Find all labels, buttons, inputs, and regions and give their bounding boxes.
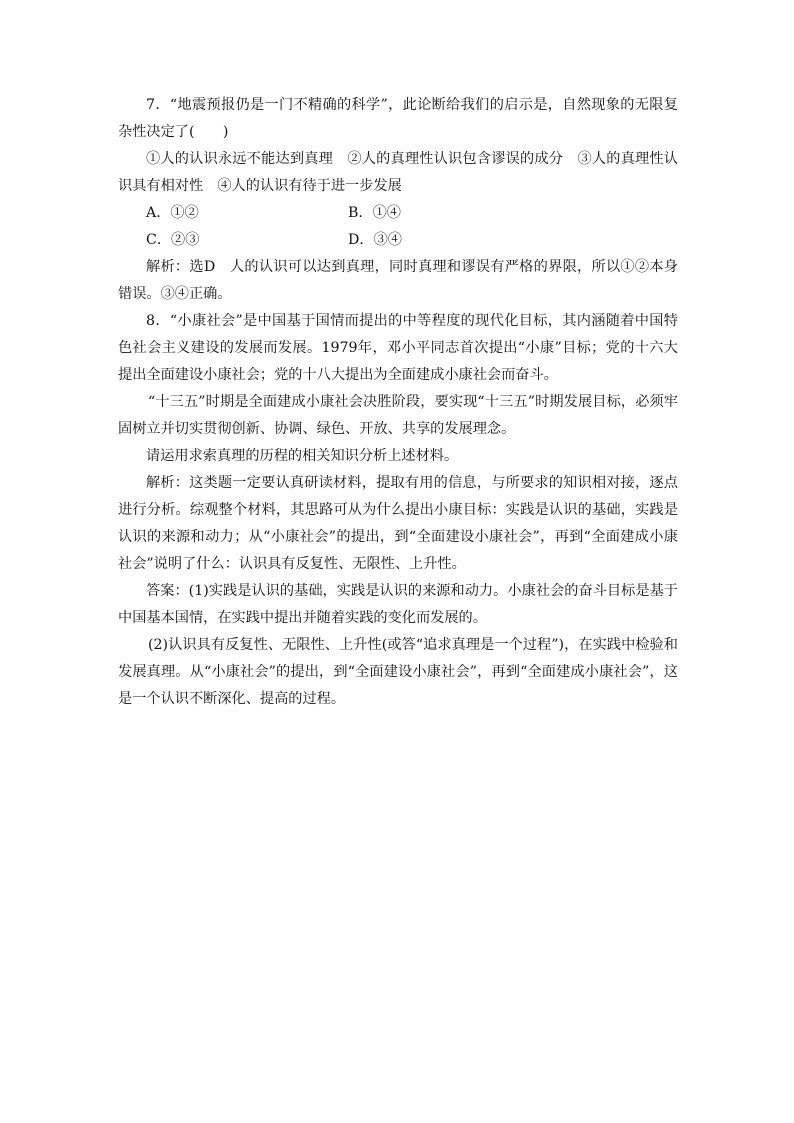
answer-label: 答案：: [146, 583, 189, 599]
analysis-label: 解析：: [146, 475, 190, 491]
question-7-stem: 7．“地震预报仍是一门不精确的科学”，此论断给我们的启示是，自然现象的无限复杂性决定了( ): [118, 97, 678, 140]
question-8-answer-2: (2)认识具有反复性、无限性、上升性(或答“追求真理是一个过程”)，在实践中检验和发展真理。从“小康社会”的提出，到“全面建设小康社会”，再到“全面建成小康社会”，这是一个认识不断深化、提高的过程。: [118, 637, 678, 707]
document-page: [118, 92, 678, 713]
question-8-material-1: 8．“小康社会”是中国基于国情而提出的中等程度的现代化目标，其内涵随着中国特色社会主义建设的发展而发展。1979年，邓小平同志首次提出“小康”目标；党的十六大提出全面建设小康社会；党的十八大提出为全面建成小康社会而奋斗。: [118, 313, 678, 383]
analysis-text: 选D 人的认识可以达到真理，同时真理和谬误有严格的界限，所以①②本身错误。③④正确。: [118, 259, 678, 302]
question-7-statements: ①人的认识永远不能达到真理 ②人的真理性认识包含谬误的成分 ③人的真理性认识具有相对性 ④人的认识有待于进一步发展: [118, 151, 678, 194]
question-8-analysis: [118, 470, 678, 578]
question-8-answer-1: [118, 578, 678, 632]
question-8-material-2: “十三五”时期是全面建成小康社会决胜阶段，要实现“十三五”时期发展目标，必须牢固树立并切实贯彻创新、协调、绿色、开放、共享的发展理念。: [118, 394, 678, 437]
question-8-question: 请运用求索真理的历程的相关知识分析上述材料。: [146, 448, 459, 464]
analysis-label: 解析：: [146, 259, 190, 275]
option-c: C．②③: [146, 232, 200, 248]
question-7-analysis: [118, 254, 678, 308]
question-7-options-row-2: [118, 227, 678, 254]
answer-text-1: (1)实践是认识的基础，实践是认识的来源和动力。小康社会的奋斗目标是基于中国基本国情，在实践中提出并随着实践的变化而发展的。: [118, 583, 678, 626]
option-d: D．③④: [348, 232, 402, 248]
option-a: A．①②: [146, 205, 199, 221]
analysis-text: 这类题一定要认真研读材料，提取有用的信息，与所要求的知识相对接，逐点进行分析。综观整个材料，其思路可从为什么提出小康目标：实践是认识的基础，实践是认识的来源和动力；从“小康社会”的提出，到“全面建设小康社会”，再到“全面建成小康社会”说明了什么：认识具有反复性、无限性、上升性。: [118, 475, 678, 572]
question-7-options-row-1: [118, 200, 678, 227]
option-b: B．①④: [348, 205, 401, 221]
